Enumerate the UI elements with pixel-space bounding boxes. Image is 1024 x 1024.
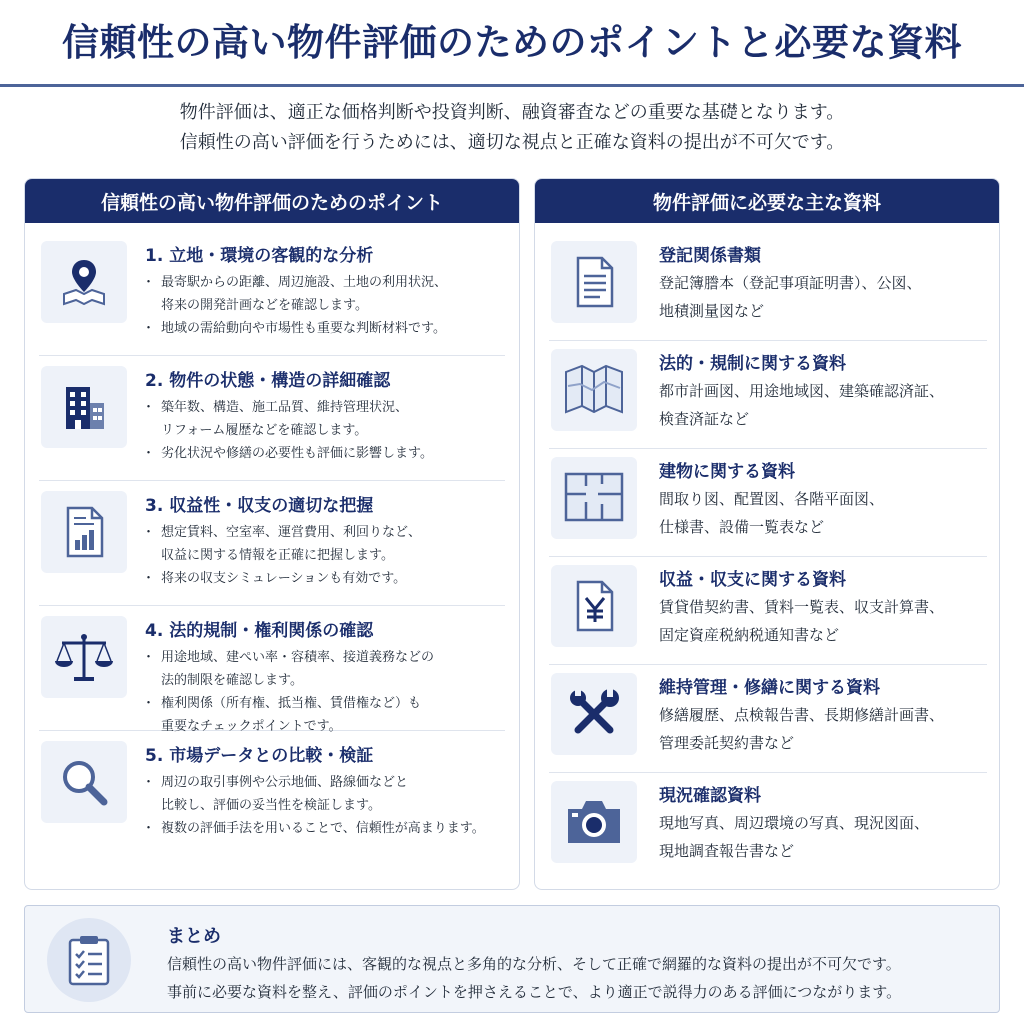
intro-line-1: 物件評価は、適正な価格判断や投資判断、融資審査などの重要な基礎となります。: [179, 102, 845, 123]
point-bullet: ・ 劣化状況や修繕の必要性も評価に影響します。: [145, 442, 433, 465]
point-bullet: ・ 想定賃料、空室率、運営費用、利回りなど、 収益に関する情報を正確に把握します。: [145, 521, 421, 567]
point-bullets: [145, 646, 434, 738]
report-chart-icon: [41, 491, 127, 573]
floor-plan-icon: [551, 457, 637, 539]
point-item-legal: [39, 606, 505, 734]
clipboard-checklist-icon: [47, 918, 131, 1002]
document-item-registry: [549, 233, 987, 341]
document-title: 収益・収支に関する資料: [659, 570, 846, 590]
document-title: 登記関係書類: [659, 246, 761, 266]
summary-line-2: 事前に必要な資料を整え、評価のポイントを押さえることで、より適正で説得力のある評価につながります。: [167, 983, 902, 1001]
point-title: 2. 物件の状態・構造の詳細確認: [145, 371, 391, 391]
title-divider: [0, 84, 1024, 87]
point-item-condition: [39, 356, 505, 481]
intro-text: [0, 98, 1024, 158]
page-title: 信頼性の高い物件評価のためのポイントと必要な資料: [62, 20, 962, 64]
document-description: 登記簿謄本（登記事項証明書）、公図、 地積測量図など: [659, 274, 922, 320]
summary-box: [24, 905, 1000, 1013]
document-item-regulation: [549, 341, 987, 449]
document-description: 現地写真、周辺環境の写真、現況図面、 現地調査報告書など: [659, 814, 930, 860]
document-item-income: [549, 557, 987, 665]
point-bullets: [145, 521, 421, 590]
magnifier-icon: [41, 741, 127, 823]
document-title: 現況確認資料: [659, 786, 761, 806]
document-title: 法的・規制に関する資料: [659, 354, 846, 374]
point-bullet: ・ 築年数、構造、施工品質、維持管理状況、 リフォーム履歴などを確認します。: [145, 396, 433, 442]
summary-text: [167, 950, 901, 1006]
point-bullet: ・ 地域の需給動向や市場性も重要な判断材料です。: [145, 317, 447, 340]
document-description: 間取り図、配置図、各階平面図、 仕様書、設備一覧表など: [659, 490, 885, 536]
document-description: 修繕履歴、点検報告書、長期修繕計画書、 管理委託契約書など: [659, 706, 945, 752]
points-panel: [24, 178, 520, 890]
document-description: 都市計画図、用途地域図、建築確認済証、 検査済証など: [659, 382, 945, 428]
summary-line-1: 信頼性の高い物件評価には、客観的な視点と多角的な分析、そして正確で網羅的な資料の提出が不可欠です。: [167, 955, 901, 973]
document-item-site: [549, 773, 987, 881]
document-title: 建物に関する資料: [659, 462, 795, 482]
point-item-market: [39, 731, 505, 856]
point-bullet: ・ 将来の収支シミュレーションも有効です。: [145, 567, 421, 590]
point-title: 1. 立地・環境の客観的な分析: [145, 246, 374, 266]
document-item-building: [549, 449, 987, 557]
point-bullet: ・ 最寄駅からの距離、周辺施設、土地の利用状況、 将来の開発計画などを確認します。: [145, 271, 447, 317]
intro-line-2: 信頼性の高い評価を行うためには、適切な視点と正確な資料の提出が不可欠です。: [179, 132, 845, 153]
point-title: 5. 市場データとの比較・検証: [145, 746, 374, 766]
point-bullet: ・ 複数の評価手法を用いることで、信頼性が高まります。: [145, 817, 485, 840]
tools-icon: [551, 673, 637, 755]
point-bullets: [145, 396, 433, 465]
documents-panel-header: 物件評価に必要な主な資料: [535, 179, 999, 223]
document-item-maintenance: [549, 665, 987, 773]
map-pin-icon: [41, 241, 127, 323]
camera-icon: [551, 781, 637, 863]
document-description: 賃貸借契約書、賃料一覧表、収支計算書、 固定資産税納税通知書など: [659, 598, 945, 644]
document-title: 維持管理・修繕に関する資料: [659, 678, 880, 698]
document-icon: [551, 241, 637, 323]
point-bullets: [145, 271, 447, 340]
building-icon: [41, 366, 127, 448]
point-item-profitability: [39, 481, 505, 606]
point-title: 4. 法的規制・権利関係の確認: [145, 621, 374, 641]
folded-map-icon: [551, 349, 637, 431]
summary-title: まとめ: [167, 926, 221, 947]
point-bullet: ・ 用途地域、建ぺい率・容積率、接道義務などの 法的制限を確認します。: [145, 646, 434, 692]
point-bullet: ・ 権利関係（所有権、抵当権、賃借権など）も 重要なチェックポイントです。: [145, 692, 434, 738]
point-bullets: [145, 771, 485, 840]
documents-panel: [534, 178, 1000, 890]
points-panel-header: 信頼性の高い物件評価のためのポイント: [25, 179, 519, 223]
scales-icon: [41, 616, 127, 698]
point-title: 3. 収益性・収支の適切な把握: [145, 496, 374, 516]
point-item-location: [39, 231, 505, 356]
yen-document-icon: [551, 565, 637, 647]
point-bullet: ・ 周辺の取引事例や公示地価、路線価などと 比較し、評価の妥当性を検証します。: [145, 771, 485, 817]
